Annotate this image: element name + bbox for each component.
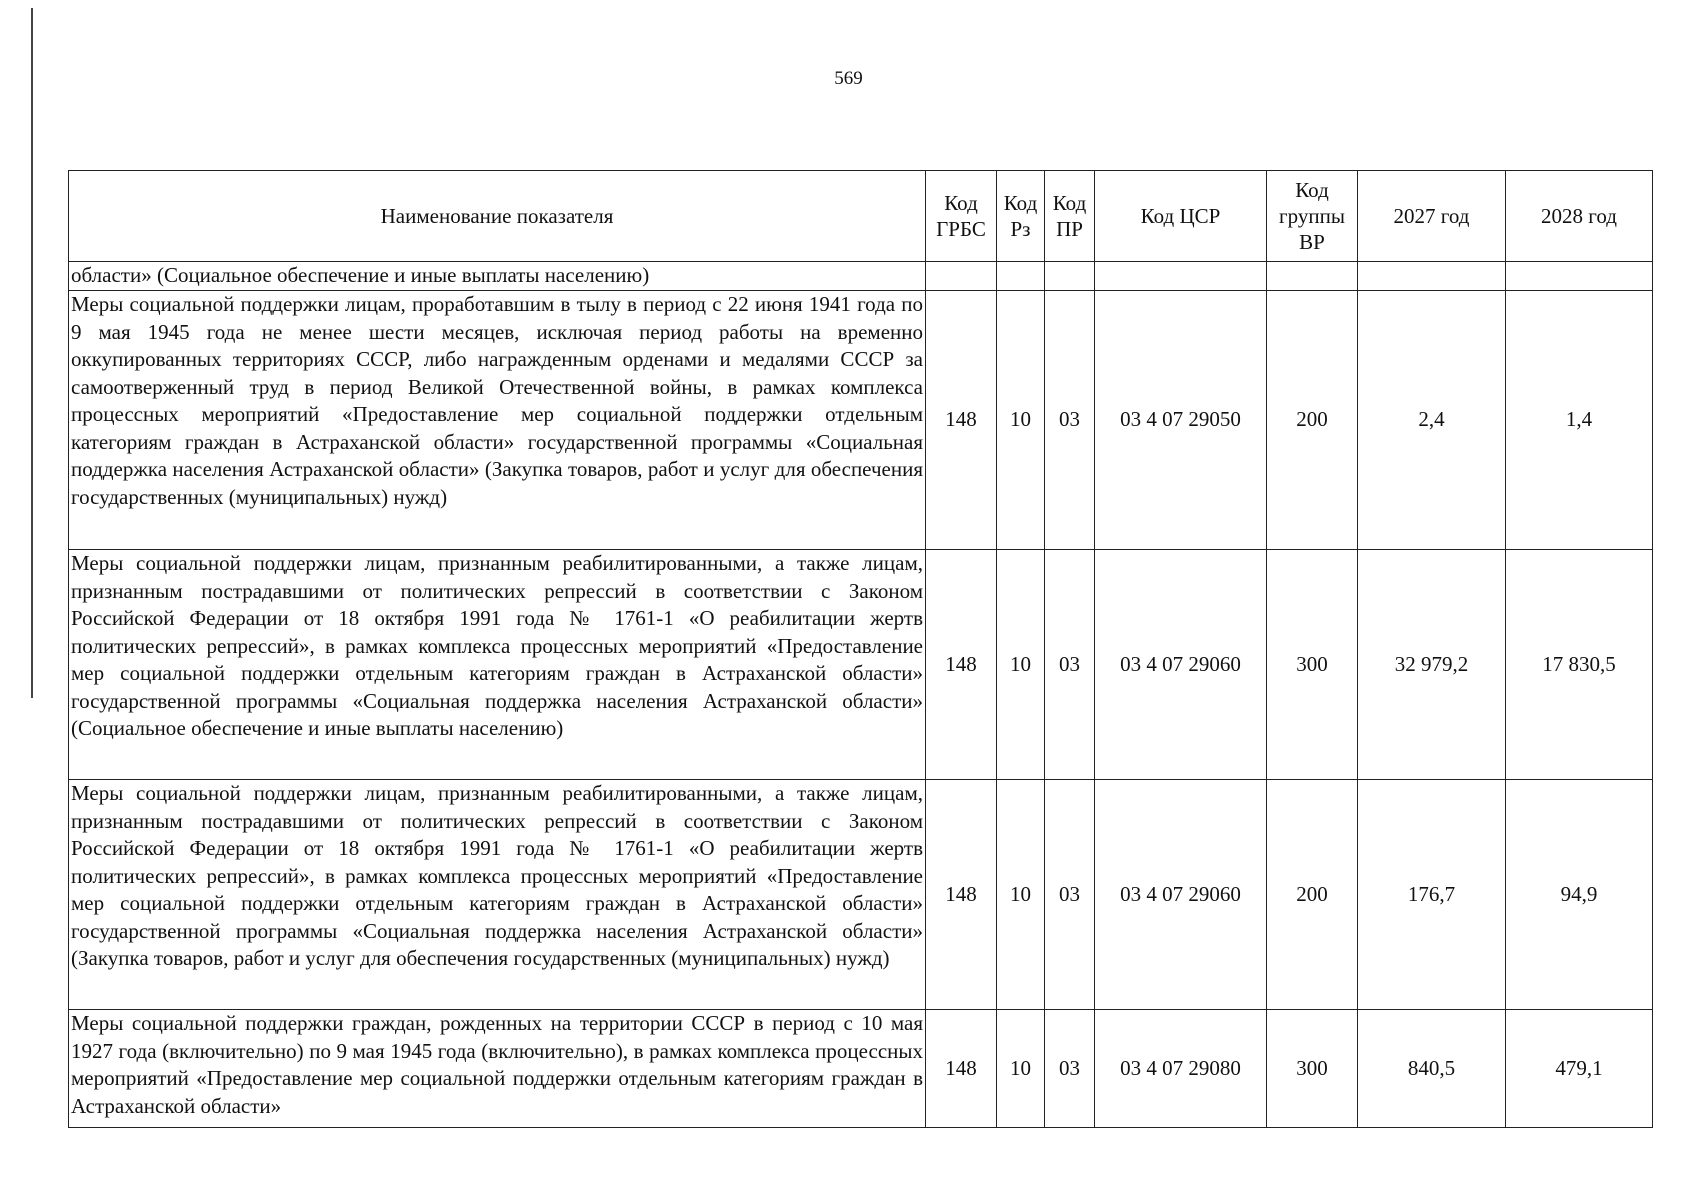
page-number: 569	[834, 68, 863, 89]
cell-grbs: 148	[926, 291, 997, 550]
cell-csr	[1095, 262, 1267, 291]
cell-2028: 17 830,5	[1506, 550, 1653, 780]
cell-pr	[1045, 262, 1095, 291]
cell-2028: 479,1	[1506, 1010, 1653, 1128]
cell-rz: 10	[997, 291, 1045, 550]
cell-rz: 10	[997, 780, 1045, 1010]
header-vr: Код группы ВР	[1267, 171, 1358, 262]
cell-2028: 94,9	[1506, 780, 1653, 1010]
cell-rz: 10	[997, 1010, 1045, 1128]
cell-name: Меры социальной поддержки лицам, признанным реабилитированными, а также лицам, признанным пострадавшими от политических репрессий в соответствии с Законом Российской Федерации от 18 октября 1991 года № 1761-1 «О реабилитации жертв политических репрессий», в рамках комплекса процессных мероприятий «Предоставление мер социальной поддержки отдельным категориям граждан в Астраханской области» государственной программы «Социальная поддержка населения Астраханской области» (Социальное обеспечение и иные выплаты населению)	[69, 550, 926, 780]
cell-2027: 840,5	[1358, 1010, 1506, 1128]
table-row	[69, 1010, 1653, 1128]
table-row	[69, 780, 1653, 1010]
cell-vr: 200	[1267, 780, 1358, 1010]
cell-2027: 176,7	[1358, 780, 1506, 1010]
cell-csr: 03 4 07 29060	[1095, 550, 1267, 780]
cell-csr: 03 4 07 29050	[1095, 291, 1267, 550]
cell-vr: 200	[1267, 291, 1358, 550]
header-grbs: Код ГРБС	[926, 171, 997, 262]
header-rz: Код Рз	[997, 171, 1045, 262]
cell-vr: 300	[1267, 550, 1358, 780]
cell-grbs: 148	[926, 550, 997, 780]
cell-2028: 1,4	[1506, 291, 1653, 550]
header-2028: 2028 год	[1506, 171, 1653, 262]
cell-2028	[1506, 262, 1653, 291]
table-row	[69, 262, 1653, 291]
cell-grbs	[926, 262, 997, 291]
cell-2027: 2,4	[1358, 291, 1506, 550]
cell-name: Меры социальной поддержки лицам, проработавшим в тылу в период с 22 июня 1941 года по 9 мая 1945 года не менее шести месяцев, исключая период работы на временно оккупированных территориях СССР, либо награжденным орденами и медалями СССР за самоотверженный труд в период Великой Отечественной войны, в рамках комплекса процессных мероприятий «Предоставление мер социальной поддержки отдельным категориям граждан в Астраханской области» государственной программы «Социальная поддержка населения Астраханской области» (Закупка товаров, работ и услуг для обеспечения государственных (муниципальных) нужд)	[69, 291, 926, 550]
cell-rz: 10	[997, 550, 1045, 780]
cell-pr: 03	[1045, 550, 1095, 780]
cell-grbs: 148	[926, 780, 997, 1010]
cell-rz	[997, 262, 1045, 291]
cell-vr	[1267, 262, 1358, 291]
budget-table	[68, 170, 1653, 1128]
cell-name: Меры социальной поддержки граждан, рожденных на территории СССР в период с 10 мая 1927 года (включительно) по 9 мая 1945 года (включительно), в рамках комплекса процессных мероприятий «Предоставление мер социальной поддержки отдельным категориям граждан в Астраханской области»	[69, 1010, 926, 1128]
header-pr: Код ПР	[1045, 171, 1095, 262]
cell-name: Меры социальной поддержки лицам, признанным реабилитированными, а также лицам, признанным пострадавшими от политических репрессий в соответствии с Законом Российской Федерации от 18 октября 1991 года № 1761-1 «О реабилитации жертв политических репрессий», в рамках комплекса процессных мероприятий «Предоставление мер социальной поддержки отдельным категориям граждан в Астраханской области» государственной программы «Социальная поддержка населения Астраханской области» (Закупка товаров, работ и услуг для обеспечения государственных (муниципальных) нужд)	[69, 780, 926, 1010]
header-csr: Код ЦСР	[1095, 171, 1267, 262]
cell-pr: 03	[1045, 1010, 1095, 1128]
table-header	[69, 171, 1653, 262]
binding-line	[31, 8, 33, 698]
header-2027: 2027 год	[1358, 171, 1506, 262]
cell-pr: 03	[1045, 291, 1095, 550]
cell-pr: 03	[1045, 780, 1095, 1010]
cell-name: области» (Социальное обеспечение и иные выплаты населению)	[69, 262, 926, 291]
cell-csr: 03 4 07 29080	[1095, 1010, 1267, 1128]
table-row	[69, 291, 1653, 550]
cell-grbs: 148	[926, 1010, 997, 1128]
cell-csr: 03 4 07 29060	[1095, 780, 1267, 1010]
header-name: Наименование показателя	[69, 171, 926, 262]
cell-2027: 32 979,2	[1358, 550, 1506, 780]
table-row	[69, 550, 1653, 780]
cell-2027	[1358, 262, 1506, 291]
cell-vr: 300	[1267, 1010, 1358, 1128]
